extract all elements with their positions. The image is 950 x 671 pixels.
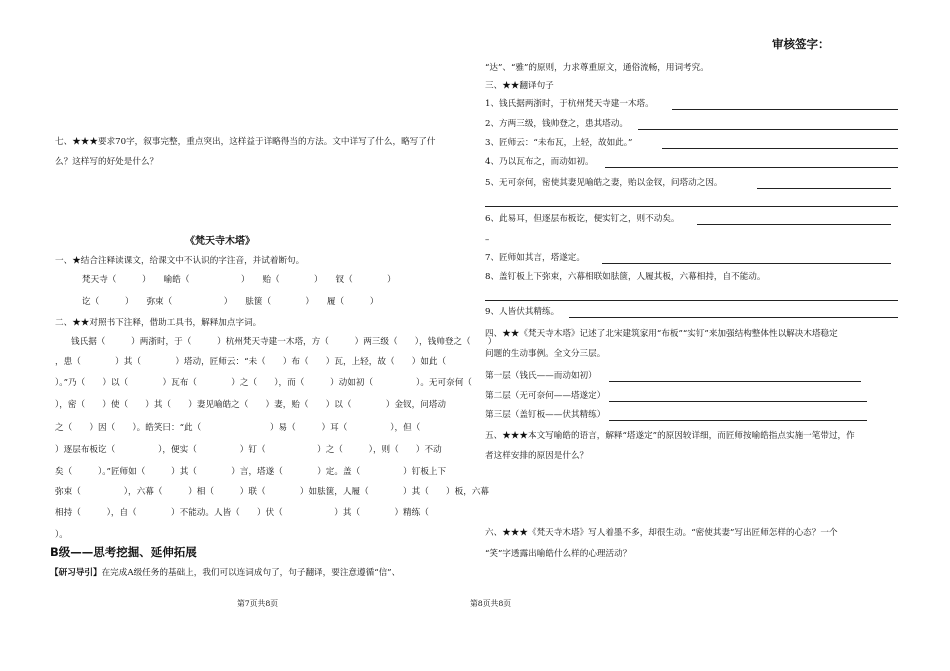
q4-line-2: 问题的生动事例。全文分三层。: [485, 349, 606, 359]
section1-heading: 一、★结合注释读课文，给课文中不认识的字注音，并试着断句。: [55, 256, 305, 266]
annotate-line: 钱氏据（ ）两浙时，于（ ）杭州梵天寺建一木塔，方（ ）两三级（ ），钱帅登之（ ）: [71, 337, 497, 347]
answer-line[interactable]: [609, 401, 867, 402]
answer-line[interactable]: [485, 300, 898, 301]
q6-line-1: 六、★★★《梵天寺木塔》写人着墨不多，却很生动。“密使其妻”写出匠师怎样的心态？一个: [485, 528, 838, 538]
annotate-line: 矣（ ）。”匠师如（ ）其（ ）言，塔遂（ ）定。盖（ ）钉板上下: [55, 467, 447, 477]
answer-line[interactable]: [569, 317, 898, 318]
annotate-line: ），密（ ）使（ ）其（ ）妻见喻皓之（ ）妻，贻（ ）以（ ）金钗，问塔动: [55, 400, 447, 410]
guide-continued: “达”、“雅”的原则，力求尊重原文，通俗流畅，用词考究。: [485, 63, 709, 73]
signature-label: 审核签字：: [772, 37, 830, 51]
translate-sentence: 7、匠师如其言，塔遂定。: [485, 253, 585, 263]
translate-sentence: 3、匠师云：“未布瓦，上轻，故如此。”: [485, 138, 633, 148]
translate-sentence: 9、人皆伏其精练。: [485, 307, 560, 317]
answer-line[interactable]: [602, 263, 891, 264]
answer-line[interactable]: [697, 224, 891, 225]
translate-sentence: 2、方两三级，钱帅登之，患其塔动。: [485, 119, 628, 129]
annotate-line: ）逐层布板讫（ ），便实（ ）钉（ ）之（ ），则（ ）不动: [55, 445, 442, 455]
q5-line-1: 五、★★★本文写喻皓的语言，解释“塔遂定”的原因较详细，而匠师按喻皓指点实施一笔带过，作: [485, 431, 855, 441]
layer-1-label: 第一层（钱氏——而动如初）: [485, 371, 597, 381]
q7-line-1: 七、★★★要求70字，叙事完整，重点突出，这样益于详略得当的方法。文中详写了什么，略写了什: [55, 137, 436, 147]
annotate-line: ）。”乃（ ）以（ ）瓦布（ ）之（ ），而（ ）动如初（ ）。无可奈何（: [55, 378, 490, 388]
answer-line[interactable]: [662, 148, 898, 149]
annotate-line: 之（ ）因（ ）。皓笑曰：“此（ ）易（ ）耳（ ），但（: [55, 423, 438, 433]
layer-3-label: 第三层（盖钉板——伏其精练）: [485, 410, 606, 420]
answer-line[interactable]: [609, 381, 861, 382]
study-guide: [50, 568, 400, 579]
study-guide-label: 【研习导引】: [50, 568, 102, 578]
q6-line-2: “笑”字透露出喻皓什么样的心理活动？: [485, 549, 632, 559]
answer-line[interactable]: [638, 129, 898, 130]
translate-sentence: 5、无可奈何，密使其妻见喻皓之妻，贻以金钗，问塔动之因。: [485, 178, 723, 188]
annotate-line: ）。: [55, 530, 68, 540]
pinyin-row-2: 讫（ ） 弥束（ ） 胠箧（ ） 履（ ）: [82, 297, 379, 307]
wrap-dash: –: [485, 235, 490, 245]
page-footer-right: 第8页共8页: [470, 599, 512, 608]
answer-line[interactable]: [757, 188, 891, 189]
translate-sentence: 1、钱氏据两浙时，于杭州梵天寺建一木塔。: [485, 99, 654, 109]
level-b-heading: B级——思考挖掘、延伸拓展: [50, 545, 197, 559]
q5-line-2: 者这样安排的原因是什么？: [485, 451, 589, 461]
answer-line[interactable]: [605, 167, 898, 168]
layer-2-label: 第二层（无可奈何——塔遂定）: [485, 391, 606, 401]
passage-title: 《梵天寺木塔》: [185, 236, 255, 247]
answer-line[interactable]: [672, 109, 898, 110]
page-footer-left: 第7页共8页: [237, 599, 279, 608]
section2-heading: 二、★★对照书下注释，借助工具书，解释加点字词。: [55, 318, 262, 328]
pinyin-row-1: 梵天寺（ ） 喻皓（ ） 贻（ ） 钗（ ）: [82, 275, 396, 285]
answer-line[interactable]: [609, 420, 867, 421]
annotate-line: ，患（ ）其（ ）塔动，匠师云：“未（ ）布（ ）瓦，上轻，故（ ）如此（: [55, 357, 464, 367]
translate-sentence: 8、盖钉板上下弥束，六幕相联如胠箧，人履其板，六幕相持，自不能动。: [485, 272, 766, 282]
translate-sentence: 4、乃以瓦布之，而动如初。: [485, 157, 594, 167]
answer-line[interactable]: [485, 206, 898, 207]
translate-sentence: 6、此易耳，但逐层布板讫，便实钉之，则不动矣。: [485, 214, 680, 224]
annotate-line: 弥束（ ），六幕（ ）相（ ）联（ ）如胠箧，人履（ ）其（ ）板，六幕: [55, 487, 489, 497]
section3-heading: 三、★★翻译句子: [485, 81, 554, 91]
q7-line-2: 么？这样写的好处是什么？: [55, 157, 159, 167]
study-guide-text: 在完成A级任务的基础上，我们可以连词成句了，句子翻译，要注意遵循“信”、: [101, 568, 401, 578]
q4-line-1: 四、★★《梵天寺木塔》记述了北宋建筑家用“布板”“实钉”来加强结构整体性以解决木塔稳定: [485, 329, 838, 339]
annotate-line: 相持（ ），自（ ）不能动。人皆（ ）伏（ ）其（ ）精练（: [55, 508, 447, 518]
